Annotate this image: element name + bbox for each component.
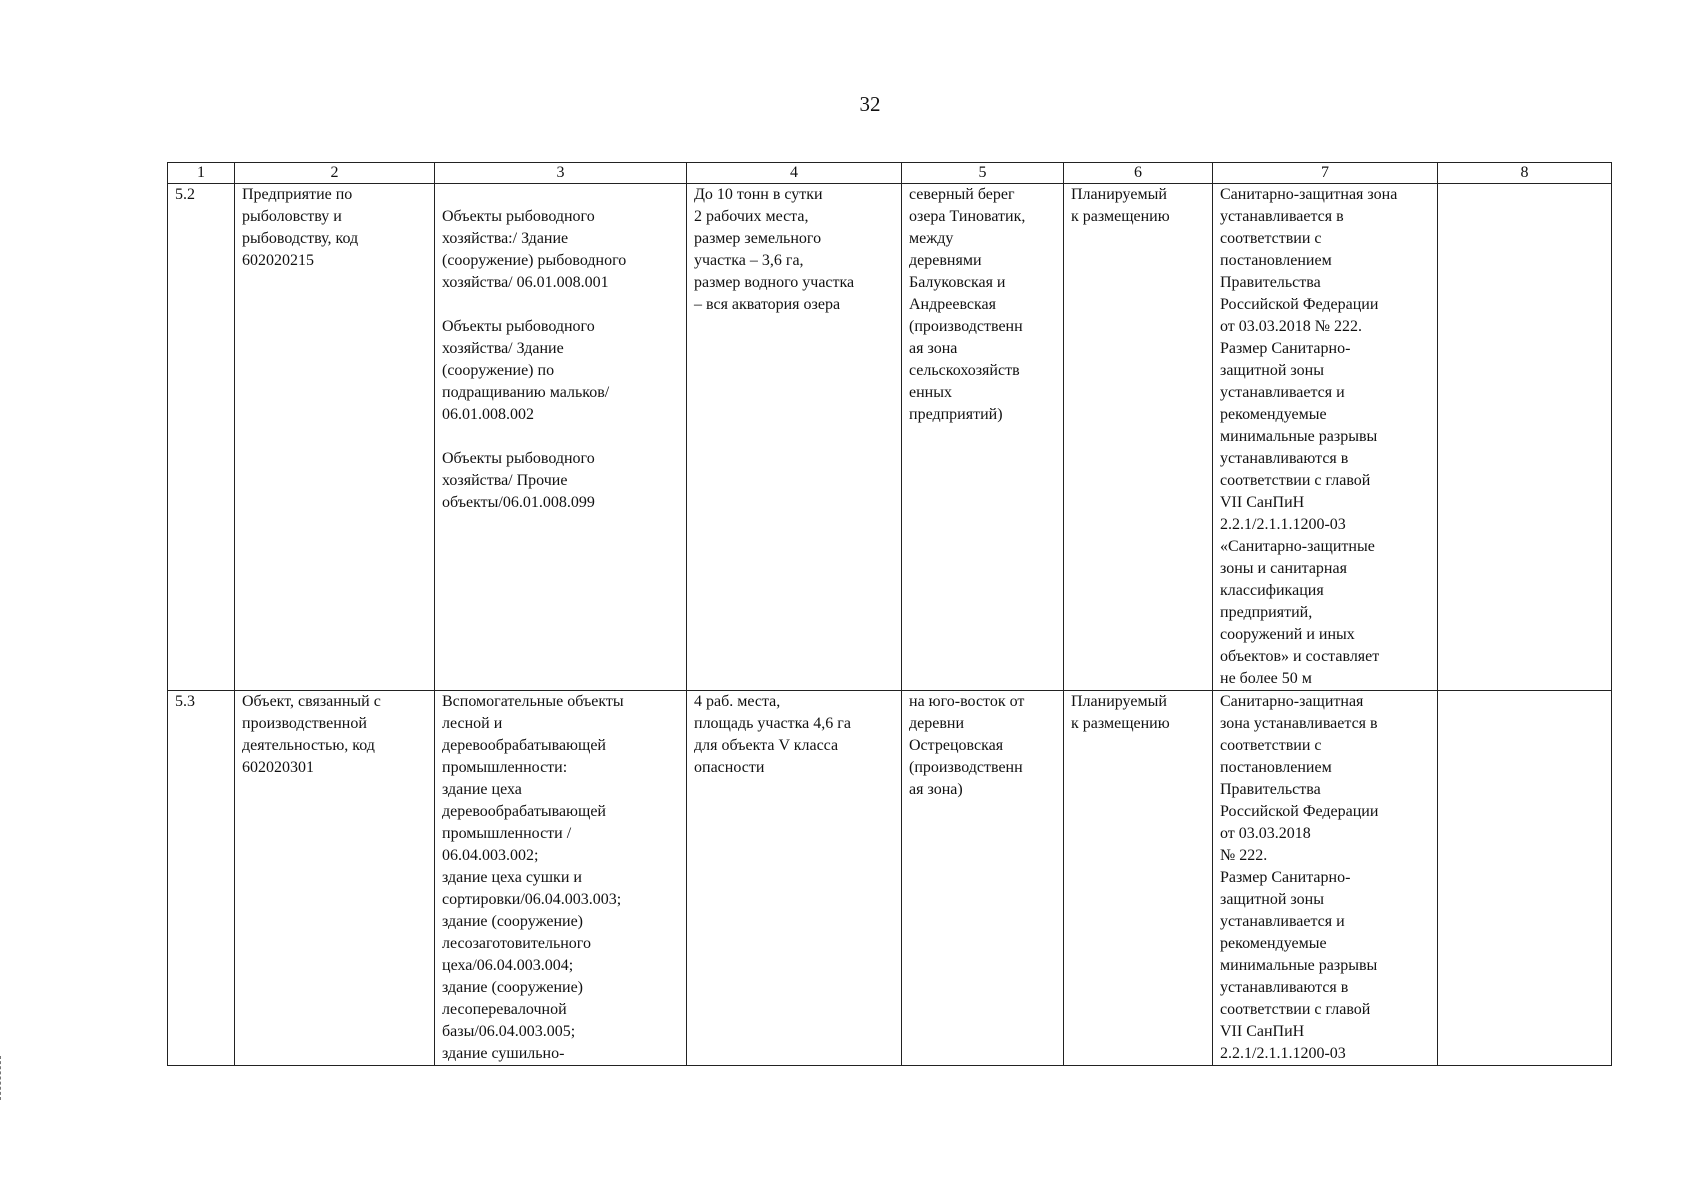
- table-row: [168, 691, 1612, 1066]
- status-cell: Планируемый к размещению: [1064, 184, 1213, 691]
- column-header: 7: [1213, 163, 1438, 184]
- note-cell: [1438, 691, 1612, 1066]
- page-number: 32: [859, 92, 881, 116]
- table-row: [168, 184, 1612, 691]
- object-name-cell: Предприятие по рыболовству и рыбоводству, код 602020215: [235, 184, 435, 691]
- note-cell: [1438, 184, 1612, 691]
- location-cell: северный берег озера Тиноватик, между деревнями Балуковская и Андреевская (производственн ая зона сельскохозяйств енных предприятий): [902, 184, 1064, 691]
- column-header: 6: [1064, 163, 1213, 184]
- status-cell: Планируемый к размещению: [1064, 691, 1213, 1066]
- capacity-cell: До 10 тонн в сутки 2 рабочих места, размер земельного участка – 3,6 га, размер водного участка – вся акватория озера: [687, 184, 902, 691]
- row-number-cell: 5.2: [168, 184, 235, 691]
- column-header: 3: [435, 163, 687, 184]
- object-name-cell: Объект, связанный с производственной деятельностью, код 602020301: [235, 691, 435, 1066]
- sanitary-zone-cell: Санитарно-защитная зона устанавливается в соответствии с постановлением Правительства Российской Федерации от 03.03.2018 № 222. Размер Санитарно- защитной зоны устанавливается и рекомендуемые минимальные разрывы устанавливаются в соответствии с главой VII СанПиН 2.2.1/2.1.1.1200-03 «Санитарно-защитные зоны и санитарная классификация предприятий, сооружений и иных объектов» и составляет не более 50 м: [1213, 184, 1438, 691]
- sanitary-zone-cell: Санитарно-защитная зона устанавливается в соответствии с постановлением Правительства Российской Федерации от 03.03.2018 № 222. Размер Санитарно- защитной зоны устанавливается и рекомендуемые минимальные разрывы устанавливаются в соответствии с главой VII СанПиН 2.2.1/2.1.1.1200-03: [1213, 691, 1438, 1066]
- capacity-cell: 4 раб. места, площадь участка 4,6 га для объекта V класса опасности: [687, 691, 902, 1066]
- object-list-cell: Объекты рыбоводного хозяйства:/ Здание (сооружение) рыбоводного хозяйства/ 06.01.008.001 Объекты рыбоводного хозяйства/ Здание (сооружение) по подращиванию мальков/ 06.01.008.002 Объекты рыбоводного хозяйства/ Прочие объекты/06.01.008.099: [435, 184, 687, 691]
- header-row: [168, 163, 1612, 184]
- column-header: 4: [687, 163, 902, 184]
- column-header: 8: [1438, 163, 1612, 184]
- location-cell: на юго-восток от деревни Острецовская (производственн ая зона): [902, 691, 1064, 1066]
- column-header: 1: [168, 163, 235, 184]
- column-header: 5: [902, 163, 1064, 184]
- scan-edge-marks: [0, 1056, 5, 1100]
- object-list-cell: Вспомогательные объекты лесной и деревообрабатывающей промышленности: здание цеха деревообрабатывающей промышленности / 06.04.003.002; здание цеха сушки и сортировки/06.04.003.003; здание (сооружение) лесозаготовительного цеха/06.04.003.004; здание (сооружение) лесоперевалочной базы/06.04.003.005; здание сушильно-: [435, 691, 687, 1066]
- objects-table: [167, 162, 1612, 1066]
- column-header: 2: [235, 163, 435, 184]
- row-number-cell: 5.3: [168, 691, 235, 1066]
